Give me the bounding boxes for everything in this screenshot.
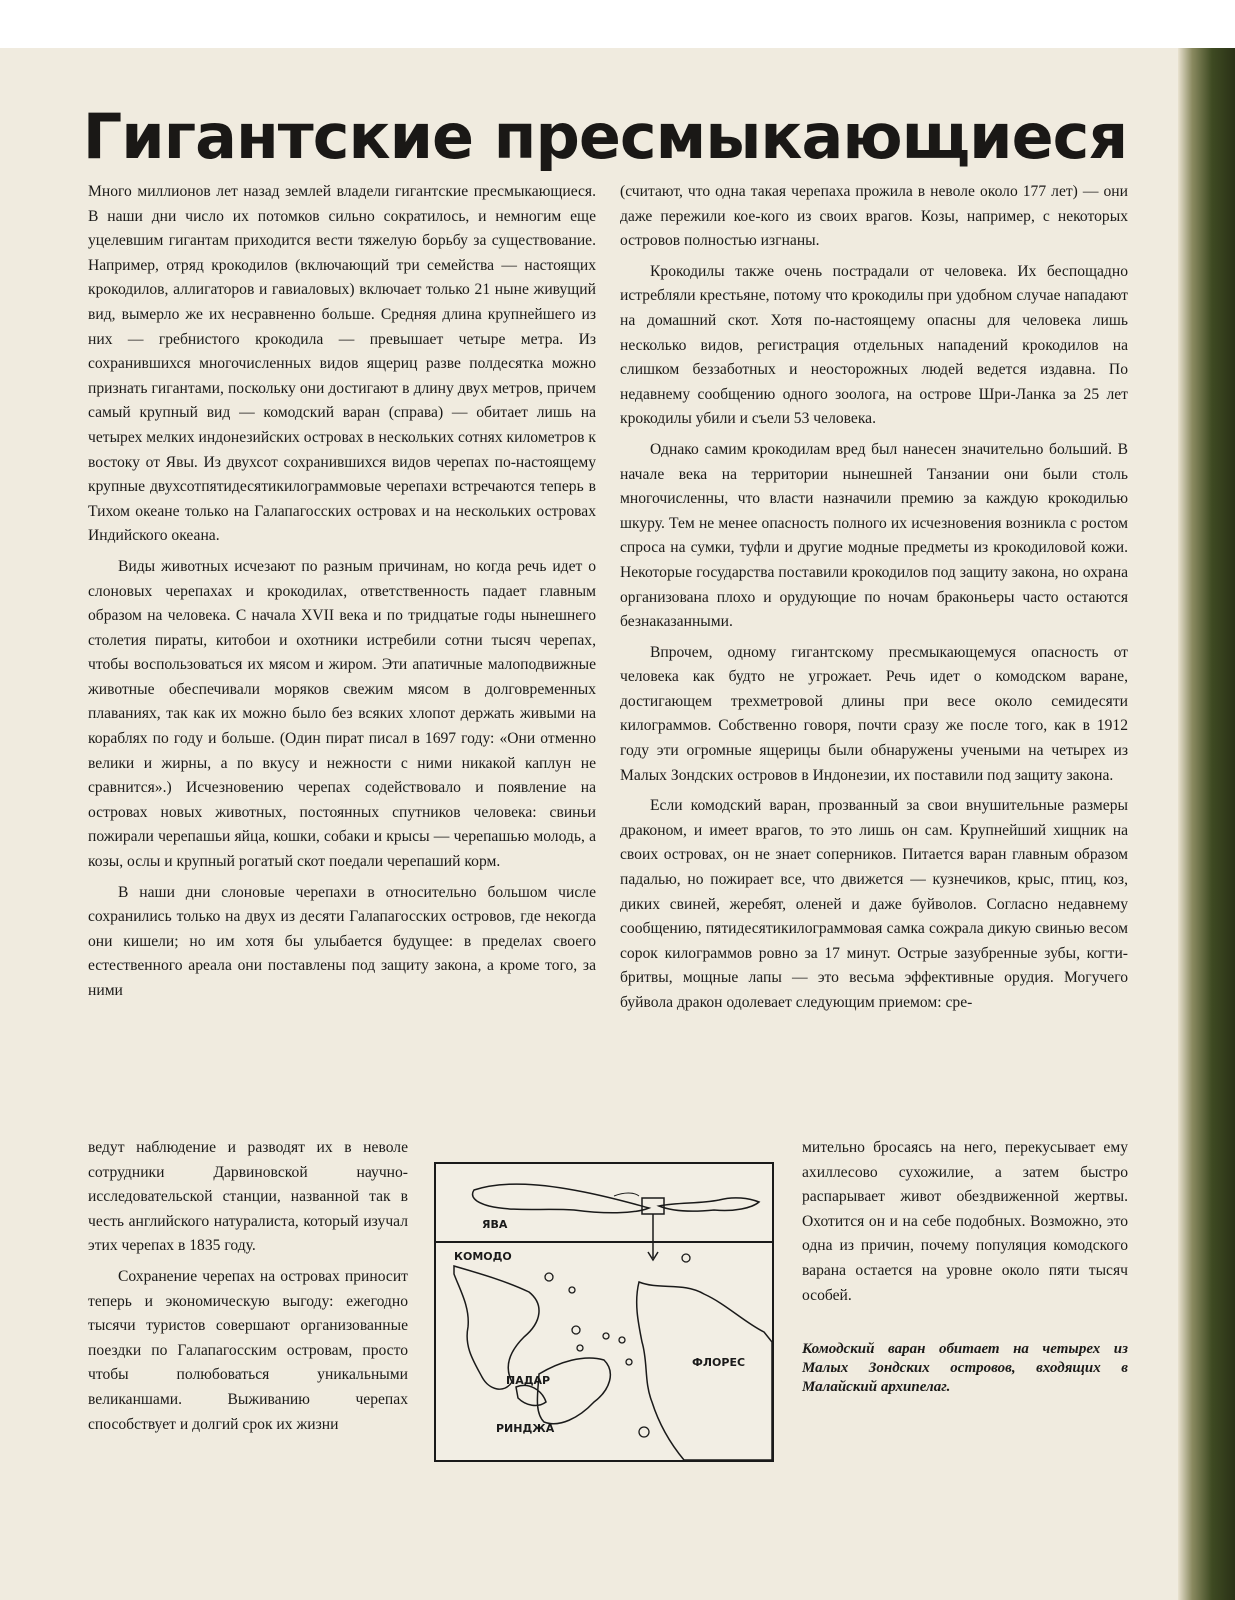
page-top-margin [0, 0, 1235, 48]
label-padar: ПАДАР [506, 1374, 551, 1387]
label-java: ЯВА [482, 1218, 508, 1231]
paragraph: Сохранение черепах на островах приносит теперь и экономическую выгоду: ежегодно тысячи туристов совершают организованные поездки по Галапагосским островам, просто чтобы полюбоваться уникальными великаншами. Выживанию черепах способствует и долгий срок их жизни [88, 1267, 408, 1433]
label-rinca: РИНДЖА [496, 1422, 555, 1435]
paragraph: В наши дни слоновые черепахи в относительно большом числе сохранились только на двух из десяти Галапагосских островов, где некогда они кишели; но им хотя бы улыбается будущее: в пределах своего естественного ареала они поставлены под защиту закона, а кроме того, за ними [88, 883, 596, 999]
paragraph: Впрочем, одному гигантскому пресмыкающемуся опасность от человека как будто не угрожает. Речь идет о комодском варане, достигающем трехметровой длины при весе около семидесяти килограммов. Собственно говоря, почти сразу же после того, как в 1912 году эти огромные ящерицы были обнаружены учеными на четырех из Малых Зондских островов в Индонезии, их поставили под защиту закона. [620, 643, 1128, 784]
map-frame [435, 1163, 773, 1461]
label-flores: ФЛОРЕС [692, 1356, 746, 1369]
paragraph: (считают, что одна такая черепаха прожила в неволе около 177 лет) — они даже пережили кое-кого из своих врагов. Козы, например, с некоторых островов полностью изгнаны. [620, 183, 1128, 250]
paragraph: Много миллионов лет назад землей владели гигантские пресмыкающиеся. В наши дни число их потомков сильно сократилось, и немногим еще уцелевшим гигантам приходится вести тяжелую борьбу за существование. Например, отряд крокодилов (включающий три семейства — настоящих крокодилов, аллигаторов и гавиаловых) включает только 21 ныне живущий вид, вымерло же их несравненно больше. Средняя длина крупнейшего из них — гребнистого крокодила — превышает четыре метра. Из сохранившихся многочисленных видов ящериц разве полдесятка можно признать гигантами, поскольку они достигают в длину двух метров, причем самый крупный вид — комодский варан (справа) — обитает лишь на четырех мелких индонезийских островах в нескольких сотнях километров к востоку от Явы. Из двухсот сохранившихся видов черепах по-настоящему крупные двухсотпятидесятикилограммовые черепахи встречаются теперь в Тихом океане только на Галапагосских островах и на нескольких островах Индийского океана. [88, 183, 596, 545]
adjacent-page-edge [1178, 48, 1235, 1600]
article-title: Гигантские пресмыкающиеся [82, 100, 1128, 173]
column-left [88, 180, 596, 1004]
paragraph: Если комодский варан, прозванный за свои внушительные размеры драконом, и имеет врагов, то это лишь он сам. Крупнейший хищник на своих островах, он не знает соперников. Питается варан главным образом падалью, но пожирает все, что движется — кузнечиков, крыс, птиц, коз, диких свиней, жеребят, оленей и даже буйволов. Согласно недавнему сообщению, пятидесятикилограммовая самка сожрала дикую свинью весом сорок килограммов ровно за 17 минут. Острые зазубренные зубы, когти-бритвы, мощные лапы — это весьма эффективные орудия. Могучего буйвола дракон одолевает следующим приемом: сре- [620, 797, 1128, 1011]
label-komodo: КОМОДО [454, 1250, 512, 1263]
paragraph: Крокодилы также очень пострадали от человека. Их беспощадно истребляли крестьяне, потому что крокодилы при удобном случае нападают на домашний скот. Хотя по-настоящему опасны для человека лишь несколько видов, регистрация отдельных нападений крокодилов на слишком беззаботных и неосторожных людей ведется издавна. По недавнему сообщению одного зоолога, на острове Шри-Ланка за 25 лет крокодилы убили и съели 53 человека. [620, 262, 1128, 428]
paragraph: Виды животных исчезают по разным причинам, но когда речь идет о слоновых черепахах и крокодилах, ответственность падает главным образом на человека. С начала XVII века и по тридцатые годы нынешнего столетия пираты, китобои и охотники истребили сотни тысяч черепах, чтобы воспользоваться их мясом и жиром. Эти апатичные малоподвижные животные обеспечивали моряков свежим мясом в долговременных плаваниях, так как их можно было без всяких хлопот держать живыми на кораблях по году и больше. (Один пират писал в 1697 году: «Они отменно велики и жирны, а по вкусу и нежности с ними никакой каплун не сравнится».) Исчезновению черепах содействовало и появление на островах новых животных, постоянных спутников человека: свиньи пожирали черепашьи яйца, кошки, собаки и крысы — черепашью молодь, а козы, ослы и крупный рогатый скот поедали черепаший корм. [88, 557, 596, 871]
column-right [620, 180, 1128, 1016]
map-caption: Комодский варан обитает на четырех из Малых Зондских островов, входящих в Малайский архипелаг. [802, 1341, 1128, 1395]
map-figure [434, 1162, 774, 1462]
paragraph: Однако самим крокодилам вред был нанесен значительно больший. В начале века на территории нынешней Танзании они были столь многочисленны, что власти назначили премию за каждую крокодилью шкуру. Тем не менее опасность полного их исчезновения возникла с ростом спроса на сумки, туфли и другие модные предметы из крокодиловой кожи. Некоторые государства поставили крокодилов под защиту закона, но охрана организована плохо и орудующие по ночам браконьеры часто остаются безнаказанными. [620, 440, 1128, 631]
column-left-wrap [88, 1136, 408, 1437]
column-right-wrap: мительно бросаясь на него, перекусывает ему ахиллесово сухожилие, а затем быстро распарывает живот обездвиженной жертвы. Охотится он и на себе подобных. Возможно, это одна из причин, почему популяция комодского варана остается на уровне около пяти тысяч особей. [802, 1139, 1128, 1304]
paragraph: ведут наблюдение и разводят их в неволе сотрудники Дарвиновской научно-исследовательской станции, названной так в честь английского натуралиста, который изучал этих черепах в 1835 году. [88, 1139, 408, 1255]
